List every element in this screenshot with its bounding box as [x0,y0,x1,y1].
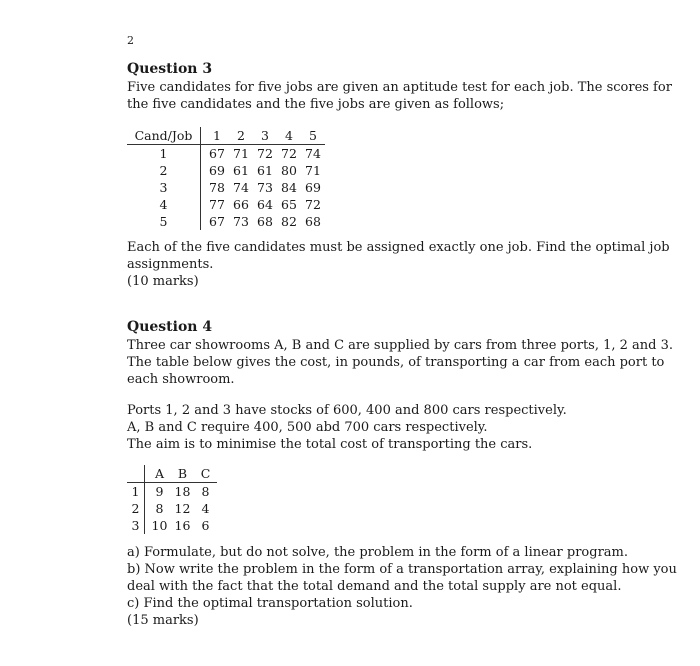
table-cell: 16 [174,518,191,533]
question-3-intro-line: Five candidates for five jobs are given an aptitude test for each job. The scores for [127,80,672,95]
table-cell: 72 [281,146,297,161]
question-3-task [127,239,670,290]
column-header: C [194,465,217,483]
table-cell: 71 [305,163,321,178]
table-cell: 80 [281,163,297,178]
table-cell: 18 [174,484,191,499]
column-header: A [145,465,172,483]
table-row [127,179,325,196]
column-header: B [171,465,194,483]
question-4-part-b: b) Now write the problem in the form of a transportation array, explaining how you [127,562,677,577]
question-3-intro-line: the five candidates and the five jobs are given as follows; [127,97,505,112]
row-label: 4 [127,196,201,213]
table-row [127,196,325,213]
question-4-part-c: c) Find the optimal transportation solution. [127,596,413,611]
question-3-task-line: Each of the five candidates must be assigned exactly one job. Find the optimal job [127,240,670,255]
table-cell: 67 [209,214,225,229]
row-label: 3 [127,179,201,196]
question-3-task-line: assignments. [127,257,214,272]
row-label: 2 [127,162,201,179]
question-4-stock-line: Ports 1, 2 and 3 have stocks of 600, 400 and 800 cars respectively. [127,403,567,418]
column-header: 1 [201,127,230,145]
column-header: 4 [277,127,301,145]
question-4-stock [127,402,643,453]
table-cell: 9 [155,484,164,499]
question-4-intro-line: Three car showrooms A, B and C are supplied by cars from three ports, 1, 2 and 3. [127,338,674,353]
column-header: 2 [229,127,253,145]
table-cell: 74 [233,180,249,195]
table-corner-header: Cand/Job [127,127,201,145]
table-cell: 8 [201,484,210,499]
table-row [127,213,325,230]
column-header: 3 [253,127,277,145]
table-cell: 61 [257,163,273,178]
table-cell: 61 [233,163,249,178]
question-4-intro-line: each showroom. [127,372,235,387]
row-label: 3 [127,517,145,534]
question-3-marks: (10 marks) [127,274,199,289]
table-cell: 12 [174,501,191,516]
table-cell: 73 [233,214,249,229]
table-cell: 72 [305,197,321,212]
question-4-parts [127,544,677,629]
column-header: 5 [301,127,325,145]
aptitude-score-table [127,127,325,230]
table-row [127,162,325,179]
table-cell: 73 [257,180,273,195]
table-cell: 6 [201,518,210,533]
question-3-intro [127,79,672,113]
table-cell: 68 [305,214,321,229]
row-label: 1 [127,483,145,501]
row-label: 1 [127,145,201,163]
table-cell: 10 [151,518,168,533]
transport-cost-table [127,465,217,534]
question-3-title: Question 3 [127,61,213,77]
table-row [127,145,325,163]
table-cell: 66 [233,197,249,212]
question-4-title: Question 4 [127,319,213,335]
table-row [127,483,217,501]
table-cell: 64 [257,197,273,212]
table-row [127,500,217,517]
question-4-intro-line: The table below gives the cost, in pounds, of transporting a car from each port to [127,355,665,370]
question-4-intro [127,337,674,388]
table-cell: 65 [281,197,297,212]
table-cell: 69 [209,163,225,178]
table-cell: 67 [209,146,225,161]
question-4-marks: (15 marks) [127,613,199,628]
table-cell: 68 [257,214,273,229]
page-number: 2 [127,34,134,47]
table-cell: 69 [305,180,321,195]
table-header-row [127,465,217,483]
table-cell: 78 [209,180,225,195]
question-4-stock-line: A, B and C require 400, 500 abd 700 cars respectively. [127,420,488,435]
table-cell: 82 [281,214,297,229]
table-cell: 72 [257,146,273,161]
table-cell: 71 [233,146,249,161]
row-label: 5 [127,213,201,230]
row-label: 2 [127,500,145,517]
table-cell: 74 [305,146,321,161]
table-cell: 8 [155,501,164,516]
table-row [127,517,217,534]
table-corner-header [127,465,145,483]
table-cell: 4 [201,501,210,516]
question-4-part-b-cont: deal with the fact that the total demand and the total supply are not equal. [127,579,622,594]
question-4-stock-line: The aim is to minimise the total cost of transporting the cars. [127,437,533,452]
table-cell: 77 [209,197,225,212]
table-header-row [127,127,325,145]
question-4-part-a: a) Formulate, but do not solve, the problem in the form of a linear program. [127,545,628,560]
table-cell: 84 [281,180,297,195]
